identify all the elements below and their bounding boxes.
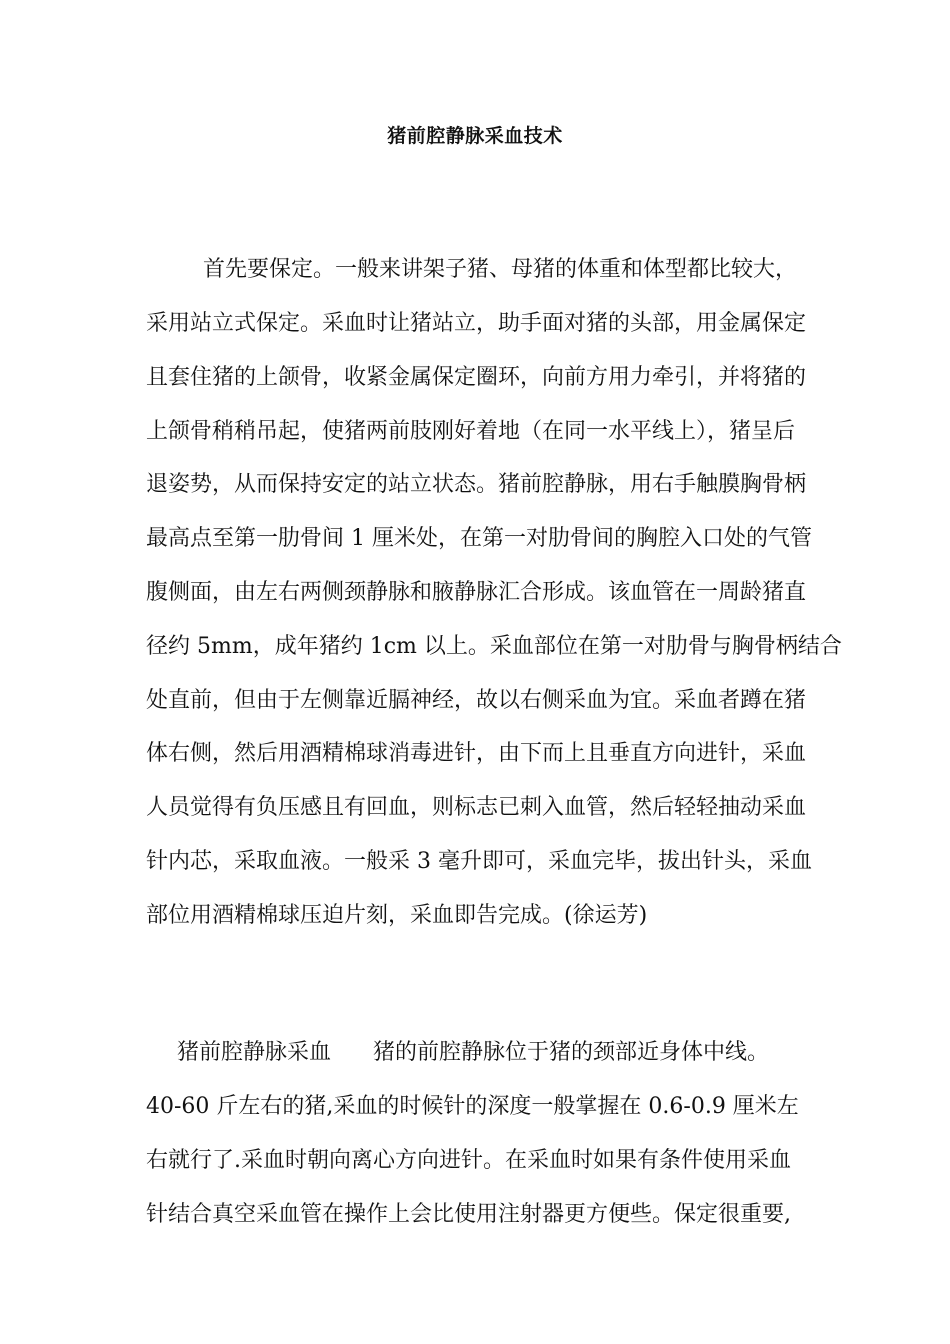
paragraph-line: 人员觉得有负压感且有回血，则标志已刺入血管，然后轻轻抽动采血 [146,795,807,820]
paragraph-line: 针结合真空采血管在操作上会比使用注射器更方便些。保定很重要, [146,1202,791,1227]
paragraph-line: 上颌骨稍稍吊起，使猪两前肢刚好着地（在同一水平线上），猪呈后 [146,419,796,444]
paragraph-line: 部位用酒精棉球压迫片刻，采血即告完成。(徐运芳) [146,903,648,928]
paragraph-line: 且套住猪的上颌骨，收紧金属保定圈环，向前方用力牵引，并将猪的 [146,365,807,390]
document-title: 猪前腔静脉采血技术 [387,125,563,147]
paragraph-line: 针内芯，采取血液。一般采 3 毫升即可，采血完毕，拔出针头，采血 [146,849,812,874]
paragraph-line: 退姿势，从而保持安定的站立状态。猪前腔静脉，用右手触膜胸骨柄 [146,472,807,497]
paragraph-line: 最高点至第一肋骨间 1 厘米处，在第一对肋骨间的胸腔入口处的气管 [146,526,812,551]
paragraph-line: 猪前腔静脉采血 猪的前腔静脉位于猪的颈部近身体中线。 [177,1040,769,1065]
paragraph-line: 体右侧，然后用酒精棉球消毒进针，由下而上且垂直方向进针，采血 [146,741,807,766]
paragraph-line: 右就行了.采血时朝向离心方向进针。在采血时如果有条件使用采血 [146,1148,791,1173]
paragraph-line: 采用站立式保定。采血时让猪站立，助手面对猪的头部，用金属保定 [146,311,807,336]
paragraph-line: 腹侧面，由左右两侧颈静脉和腋静脉汇合形成。该血管在一周龄猪直 [146,580,807,605]
paragraph-line: 处直前，但由于左侧靠近膈神经，故以右侧采血为宜。采血者蹲在猪 [146,688,807,713]
paragraph-line: 径约 5mm，成年猪约 1cm 以上。采血部位在第一对肋骨与胸骨柄结合 [146,634,842,659]
paragraph-line: 首先要保定。一般来讲架子猪、母猪的体重和体型都比较大， [203,257,798,282]
paragraph-line: 40-60 斤左右的猪,采血的时候针的深度一般掌握在 0.6-0.9 厘米左 [146,1094,799,1119]
